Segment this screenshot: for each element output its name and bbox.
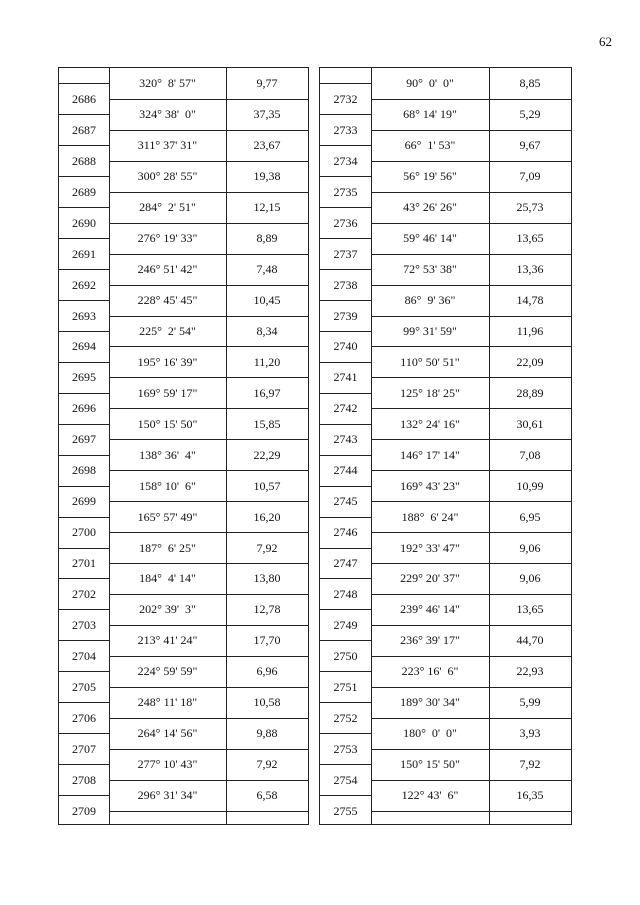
point-number: 2701 [72, 556, 96, 570]
row-divider [59, 455, 109, 456]
row-divider [371, 254, 571, 255]
direction-angle: 132° 24' 16" [400, 417, 460, 431]
distance-value: 23,67 [253, 138, 281, 152]
distance-value: 13,65 [516, 231, 544, 245]
row-divider [109, 346, 308, 347]
row-divider [371, 563, 571, 564]
row-divider [320, 176, 371, 177]
row-divider [371, 625, 571, 626]
direction-angle: 228° 45' 45" [137, 293, 198, 307]
row-divider [109, 687, 308, 688]
direction-angle: 150° 15' 50" [137, 417, 198, 431]
distance-value: 10,58 [253, 695, 281, 709]
row-divider [109, 192, 308, 193]
direction-angle: 248° 11' 18" [137, 695, 198, 709]
point-number: 2750 [333, 649, 358, 663]
row-divider [371, 470, 571, 471]
point-number: 2739 [333, 309, 358, 323]
row-divider [320, 548, 371, 549]
row-divider [59, 114, 109, 115]
row-divider [109, 254, 308, 255]
row-divider [320, 795, 371, 796]
point-number: 2709 [72, 804, 96, 818]
direction-angle: 122° 43' 6" [401, 788, 459, 802]
row-divider [109, 594, 308, 595]
point-number: 2753 [333, 742, 358, 756]
point-number: 2755 [333, 804, 358, 818]
row-divider [371, 161, 571, 162]
direction-angle: 300° 28' 55" [137, 169, 198, 183]
point-number: 2702 [72, 587, 96, 601]
row-divider [371, 718, 571, 719]
row-divider [109, 501, 308, 502]
row-divider [371, 346, 571, 347]
row-divider [59, 145, 109, 146]
distance-value: 10,57 [253, 479, 281, 493]
point-number: 2732 [333, 92, 358, 106]
row-divider [320, 609, 371, 610]
direction-angle: 277° 10' 43" [137, 757, 198, 771]
row-divider [59, 517, 109, 518]
row-divider [109, 718, 308, 719]
coordinate-table-right [319, 67, 572, 825]
row-divider [109, 749, 308, 750]
direction-angle: 264° 14' 56" [137, 726, 198, 740]
direction-angle: 56° 19' 56" [403, 169, 457, 183]
row-divider [320, 702, 371, 703]
row-divider [59, 671, 109, 672]
distance-value: 22,93 [516, 664, 544, 678]
direction-angle: 169° 59' 17" [137, 386, 198, 400]
row-divider [109, 780, 308, 781]
row-divider [59, 269, 109, 270]
row-divider [59, 83, 109, 84]
distance-value: 44,70 [516, 633, 544, 647]
distance-value: 3,93 [519, 726, 541, 740]
point-number: 2740 [333, 339, 358, 353]
point-number: 2694 [72, 339, 96, 353]
point-number: 2741 [333, 370, 358, 384]
distance-value: 9,67 [519, 138, 541, 152]
row-divider [320, 671, 371, 672]
distance-value: 7,92 [256, 541, 278, 555]
point-number: 2690 [72, 216, 96, 230]
direction-angle: 150° 15' 50" [400, 757, 460, 771]
row-divider [59, 238, 109, 239]
row-divider [371, 377, 571, 378]
row-divider [320, 393, 371, 394]
direction-angle: 43° 26' 26" [403, 200, 457, 214]
row-divider [59, 486, 109, 487]
distance-value: 14,78 [516, 293, 544, 307]
point-number: 2737 [333, 247, 358, 261]
direction-angle: 284° 2' 51" [139, 200, 196, 214]
row-divider [320, 517, 371, 518]
row-divider [59, 393, 109, 394]
distance-value: 6,95 [519, 510, 541, 524]
row-divider [59, 795, 109, 796]
point-number: 2733 [333, 123, 358, 137]
distance-value: 9,77 [256, 76, 278, 90]
row-divider [320, 300, 371, 301]
direction-angle: 189° 30' 34" [400, 695, 460, 709]
point-number: 2703 [72, 618, 96, 632]
row-divider [109, 408, 308, 409]
row-divider [371, 687, 571, 688]
direction-angle: 311° 37' 31" [137, 138, 198, 152]
direction-angle: 146° 17' 14" [400, 448, 460, 462]
direction-angle: 213° 41' 24" [137, 633, 198, 647]
row-divider [59, 176, 109, 177]
distance-value: 8,89 [256, 231, 278, 245]
direction-angle: 158° 10' 6" [139, 479, 196, 493]
point-number: 2704 [72, 649, 96, 663]
direction-angle: 224° 59' 59" [137, 664, 198, 678]
direction-angle: 236° 39' 17" [400, 633, 460, 647]
row-divider [109, 811, 308, 812]
row-divider [109, 99, 308, 100]
row-divider [59, 702, 109, 703]
direction-angle: 169° 43' 23" [400, 479, 460, 493]
row-divider [371, 594, 571, 595]
row-divider [59, 331, 109, 332]
row-divider [320, 424, 371, 425]
distance-value: 13,65 [516, 602, 544, 616]
direction-angle: 195° 16' 39" [137, 355, 198, 369]
row-divider [109, 439, 308, 440]
row-divider [320, 238, 371, 239]
row-divider [59, 640, 109, 641]
distance-value: 5,29 [519, 107, 541, 121]
distance-value: 8,34 [256, 324, 278, 338]
point-number: 2695 [72, 370, 96, 384]
row-divider [109, 470, 308, 471]
point-number: 2705 [72, 680, 96, 694]
point-number: 2699 [72, 494, 96, 508]
page-number: 62 [599, 34, 612, 49]
point-number: 2689 [72, 185, 96, 199]
distance-value: 7,48 [256, 262, 278, 276]
distance-value: 22,29 [253, 448, 281, 462]
distance-value: 30,61 [516, 417, 544, 431]
direction-angle: 320° 8' 57" [139, 76, 196, 90]
point-number: 2752 [333, 711, 358, 725]
point-number: 2735 [333, 185, 358, 199]
direction-angle: 202° 39' 3" [139, 602, 196, 616]
coordinate-table-left [58, 67, 309, 825]
row-divider [109, 130, 308, 131]
row-divider [109, 316, 308, 317]
row-divider [320, 269, 371, 270]
direction-angle: 72° 53' 38" [403, 262, 457, 276]
direction-angle: 187° 6' 25" [139, 541, 196, 555]
point-number: 2707 [72, 742, 96, 756]
direction-angle: 276° 19' 33" [137, 231, 198, 245]
point-number: 2693 [72, 309, 96, 323]
point-number: 2734 [333, 154, 358, 168]
distance-value: 7,92 [519, 757, 541, 771]
direction-angle: 239° 46' 14" [400, 602, 460, 616]
direction-angle: 86° 9' 36" [404, 293, 456, 307]
row-divider [320, 83, 371, 84]
direction-angle: 99° 31' 59" [403, 324, 457, 338]
row-divider [371, 656, 571, 657]
distance-value: 11,96 [516, 324, 544, 338]
point-number: 2688 [72, 154, 96, 168]
distance-value: 9,06 [519, 541, 541, 555]
row-divider [320, 114, 371, 115]
point-number: 2700 [72, 525, 96, 539]
direction-angle: 223° 16' 6" [401, 664, 459, 678]
direction-angle: 90° 0' 0" [406, 76, 454, 90]
distance-value: 12,15 [253, 200, 281, 214]
row-divider [371, 223, 571, 224]
direction-angle: 59° 46' 14" [403, 231, 457, 245]
point-number: 2738 [333, 278, 358, 292]
point-number: 2692 [72, 278, 96, 292]
distance-value: 16,35 [516, 788, 544, 802]
row-divider [371, 439, 571, 440]
row-divider [320, 362, 371, 363]
row-divider [320, 733, 371, 734]
point-number: 2751 [333, 680, 358, 694]
direction-angle: 180° 0' 0" [403, 726, 457, 740]
row-divider [109, 563, 308, 564]
row-divider [109, 161, 308, 162]
direction-angle: 225° 2' 54" [139, 324, 196, 338]
distance-value: 5,99 [519, 695, 541, 709]
distance-value: 16,20 [253, 510, 281, 524]
row-divider [109, 656, 308, 657]
distance-value: 13,36 [516, 262, 544, 276]
row-divider [371, 408, 571, 409]
distance-value: 16,97 [253, 386, 281, 400]
point-number: 2743 [333, 432, 358, 446]
direction-angle: 324° 38' 0" [139, 107, 196, 121]
row-divider [371, 749, 571, 750]
row-divider [371, 99, 571, 100]
point-number: 2744 [333, 463, 358, 477]
distance-value: 37,35 [253, 107, 281, 121]
distance-value: 7,09 [519, 169, 541, 183]
distance-value: 15,85 [253, 417, 281, 431]
distance-value: 9,88 [256, 726, 278, 740]
point-number: 2742 [333, 401, 358, 415]
direction-angle: 229° 20' 37" [400, 571, 460, 585]
row-divider [59, 578, 109, 579]
row-divider [59, 733, 109, 734]
row-divider [109, 532, 308, 533]
point-number: 2748 [333, 587, 358, 601]
row-divider [320, 578, 371, 579]
direction-angle: 246° 51' 42" [137, 262, 198, 276]
row-divider [109, 625, 308, 626]
direction-angle: 138° 36' 4" [139, 448, 196, 462]
direction-angle: 192° 33' 47" [400, 541, 460, 555]
direction-angle: 184° 4' 14" [139, 571, 196, 585]
distance-value: 10,99 [516, 479, 544, 493]
row-divider [371, 192, 571, 193]
point-number: 2687 [72, 123, 96, 137]
distance-value: 10,45 [253, 293, 281, 307]
row-divider [320, 640, 371, 641]
direction-angle: 66° 1' 53" [404, 138, 456, 152]
row-divider [320, 207, 371, 208]
row-divider [59, 764, 109, 765]
direction-angle: 188° 6' 24" [401, 510, 459, 524]
row-divider [109, 285, 308, 286]
row-divider [59, 300, 109, 301]
row-divider [320, 455, 371, 456]
direction-angle: 165° 57' 49" [137, 510, 198, 524]
direction-angle: 296° 31' 34" [137, 788, 198, 802]
point-number: 2749 [333, 618, 358, 632]
point-number: 2698 [72, 463, 96, 477]
point-number: 2745 [333, 494, 358, 508]
row-divider [59, 548, 109, 549]
direction-angle: 110° 50' 51" [400, 355, 460, 369]
distance-value: 8,85 [519, 76, 541, 90]
point-number: 2746 [333, 525, 358, 539]
row-divider [371, 501, 571, 502]
point-number: 2754 [333, 773, 358, 787]
row-divider [371, 811, 571, 812]
direction-angle: 125° 18' 25" [400, 386, 460, 400]
point-number: 2736 [333, 216, 358, 230]
row-divider [371, 130, 571, 131]
row-divider [371, 780, 571, 781]
distance-value: 6,96 [256, 664, 278, 678]
direction-angle: 68° 14' 19" [403, 107, 457, 121]
point-number: 2696 [72, 401, 96, 415]
row-divider [371, 532, 571, 533]
row-divider [59, 362, 109, 363]
distance-value: 12,78 [253, 602, 281, 616]
distance-value: 17,70 [253, 633, 281, 647]
distance-value: 6,58 [256, 788, 278, 802]
row-divider [320, 486, 371, 487]
point-number: 2708 [72, 773, 96, 787]
row-divider [371, 316, 571, 317]
distance-value: 13,80 [253, 571, 281, 585]
point-number: 2747 [333, 556, 358, 570]
row-divider [320, 145, 371, 146]
row-divider [320, 764, 371, 765]
row-divider [59, 609, 109, 610]
distance-value: 19,38 [253, 169, 281, 183]
row-divider [109, 223, 308, 224]
distance-value: 11,20 [253, 355, 281, 369]
distance-value: 7,08 [519, 448, 541, 462]
row-divider [109, 377, 308, 378]
distance-value: 25,73 [516, 200, 544, 214]
distance-value: 22,09 [516, 355, 544, 369]
row-divider [371, 285, 571, 286]
distance-value: 9,06 [519, 571, 541, 585]
point-number: 2686 [72, 92, 96, 106]
row-divider [59, 207, 109, 208]
point-number: 2706 [72, 711, 96, 725]
distance-value: 7,92 [256, 757, 278, 771]
point-number: 2697 [72, 432, 96, 446]
row-divider [59, 424, 109, 425]
row-divider [320, 331, 371, 332]
distance-value: 28,89 [516, 386, 544, 400]
point-number: 2691 [72, 247, 96, 261]
